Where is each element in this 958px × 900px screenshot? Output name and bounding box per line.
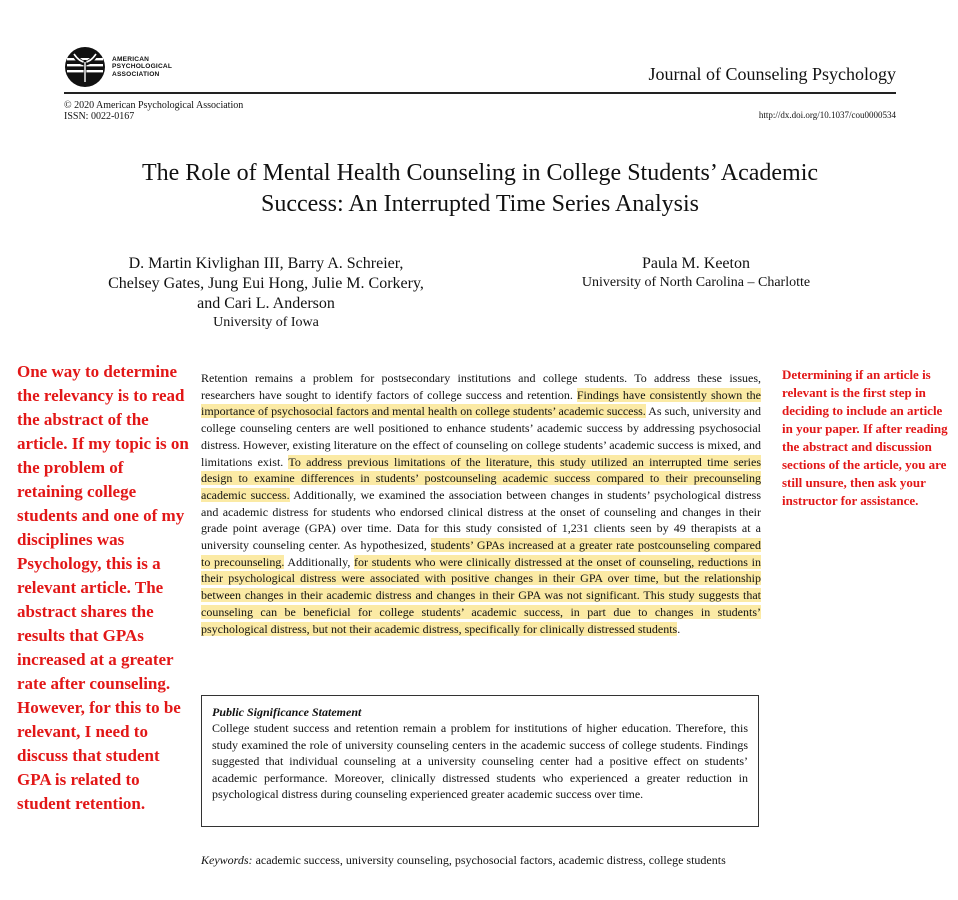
annotation-right: Determining if an article is relevant is the first step in deciding to include an article in your paper. If after reading the abstract and discussion sections of the article, you are still unsure, then ask your instructor for assistance. [782, 367, 948, 508]
abstract-highlight: students’ GPAs increased at a greater rate postcounseling compared to precounseling. [201, 538, 761, 569]
journal-title: Journal of Counseling Psychology [648, 64, 896, 84]
doi-link[interactable]: http://dx.doi.org/10.1037/cou0000534 [758, 110, 896, 120]
keywords-label: Keywords: [201, 853, 253, 867]
abstract-text: Additionally, [284, 554, 355, 569]
public-significance-heading: Public Significance Statement [212, 705, 362, 719]
title-line: Success: An Interrupted Time Series Analysis [261, 191, 699, 217]
title-line: The Role of Mental Health Counseling in College Students’ Academic [141, 160, 819, 186]
author-name: Paula M. Keeton [642, 255, 750, 272]
keywords [201, 852, 771, 868]
author-line: Chelsey Gates, Jung Eui Hong, Julie M. Corkery, [108, 275, 424, 292]
abstract-text: Retention remains a problem for postsecondary institutions and college students. To address these issues, researchers have sought to identify factors of college success and retention. [201, 371, 761, 402]
authors-right [546, 254, 846, 292]
copyright-block [64, 100, 243, 122]
abstract [201, 370, 761, 637]
logo-line: PSYCHOLOGICAL [112, 63, 173, 71]
logo-line: AMERICAN [112, 55, 150, 63]
issn-text: ISSN: 0022-0167 [64, 111, 135, 122]
abstract-text: Additionally, we examined the association between changes in students’ psychological distress and academic distress for students who endorsed clinical distress at the onset of counseling and changes in their grade point average (GPA) over time. Data for this study consisted of 1,231 clients seen by 49 therapists at a university counseling center. As hypothesized, [201, 487, 761, 553]
author-affiliation: University of Iowa [213, 315, 319, 330]
abstract-text: . [677, 621, 681, 636]
public-significance-box [201, 695, 759, 827]
paper-title [60, 158, 900, 220]
abstract-text: As such, university and college counseling centers are well positioned to enhance students’ academic success by addressing psychosocial distress. However, existing literature on the effect of counseling on college students’ academic success is mixed, and limitations exist. [201, 404, 761, 469]
annotation-left: One way to determine the relevancy is to read the abstract of the article. If my topic is on the problem of retaining college students and one of my disciplines was Psychology, this is a relevant article. The abstract shares the results that GPAs increased at a greater rate after counseling. However, for this to be relevant, I need to discuss that student GPA is related to student retention. [17, 362, 189, 813]
apa-logo [64, 46, 172, 88]
author-line: and Cari L. Anderson [197, 295, 335, 312]
abstract-highlight: Findings have consistently shown the importance of psychosocial factors and mental health on college students’ academic success. [201, 387, 761, 419]
keywords-list: academic success, university counseling, psychosocial factors, academic distress, college students [252, 853, 726, 867]
authors-left [60, 254, 472, 332]
copyright-text: © 2020 American Psychological Association [64, 100, 244, 111]
abstract-highlight: To address previous limitations of the literature, this study utilized an interrupted time series design to examine differences in students’ postcounseling academic success compared to their precounseling academic success. [201, 454, 762, 502]
public-significance-text: College student success and retention remain a problem for institutions of higher education. Therefore, this study examined the role of university counseling centers in the academic success of college students. Findings suggested that individual counseling at a university counseling center had a positive effect on students’ academic performance. Moreover, clinically distressed students who experienced a greater reduction in psychological distress during counseling experienced greater academic success over time. [212, 721, 748, 801]
author-affiliation: University of North Carolina – Charlotte [581, 275, 811, 290]
logo-line: ASSOCIATION [112, 70, 160, 78]
author-line: D. Martin Kivlighan III, Barry A. Schreier, [128, 255, 404, 272]
header-rule [64, 92, 896, 94]
apa-logo-icon [64, 46, 106, 88]
abstract-highlight: for students who were clinically distressed at the onset of counseling, reductions in their psychological distress were associated with positive changes in their GPA over time, but the relationship between changes in their academic distress and changes in their GPA was not significant. This study suggests that counseling can be beneficial for college students’ academic success, in part due to changes in students’ psychological distress, but not their academic distress, specifically for clinically distressed students [201, 554, 761, 636]
